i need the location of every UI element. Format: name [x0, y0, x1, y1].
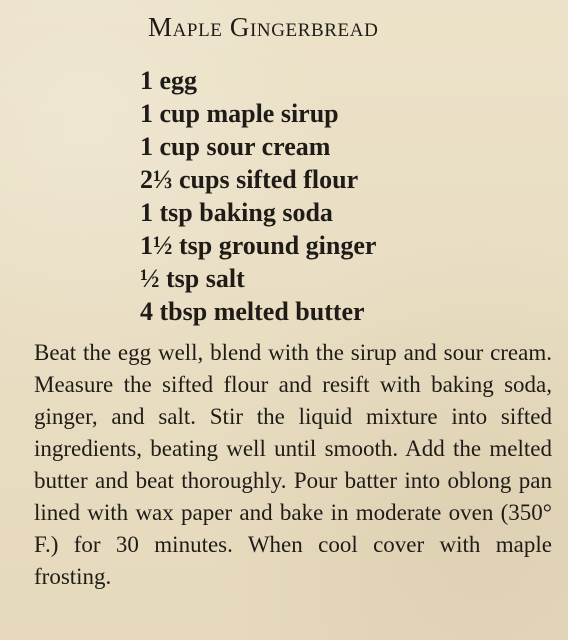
ingredients-list [140, 64, 376, 328]
ingredient-item: 1 cup maple sirup [140, 99, 339, 128]
recipe-title: Maple Gingerbread [148, 12, 379, 42]
ingredient-item: 1 cup sour cream [140, 132, 331, 161]
recipe-method: Beat the egg well, blend with the sirup and sour cream. Measure the sifted flour and resift with baking soda, ginger, and salt. Stir the liquid mixture into sifted ingredients, beating well until smooth. Add the melted butter and beat thoroughly. Pour batter into oblong pan lined with wax paper and bake in moderate oven (350° F.) for 30 minutes. When cool cover with maple frosting. [34, 340, 552, 589]
ingredient-item: 1½ tsp ground ginger [140, 231, 377, 260]
ingredient-item: 2⅓ cups sifted flour [140, 165, 359, 194]
ingredient-item: 1 tsp baking soda [140, 198, 333, 227]
ingredient-item: 4 tbsp melted butter [140, 297, 365, 326]
ingredient-item: 1 egg [140, 66, 198, 95]
ingredient-item: ½ tsp salt [140, 264, 245, 293]
